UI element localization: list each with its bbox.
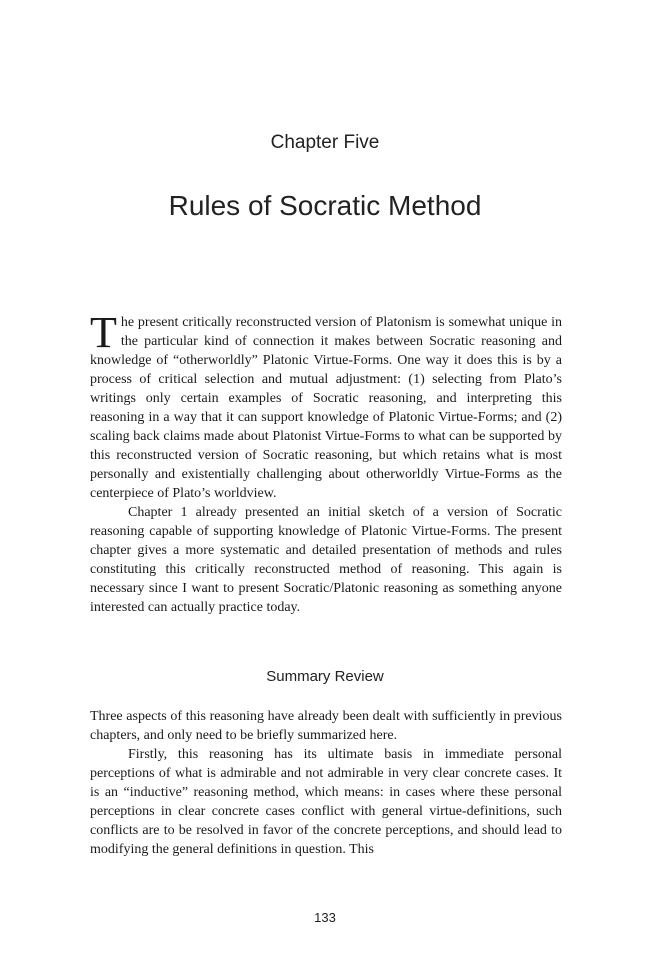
intro-paragraph-1-text: he present critically reconstructed version of Platonism is somewhat unique in the particular kind of connection it makes between Socratic reasoning and knowledge of “otherworldly” Platonic Virtue-Forms. One way it does this is by a process of critical selection and mutual adjustment: (1) selecting from Plato’s writings only certain examples of Socratic reasoning, and interpreting this reasoning in a way that it can support knowledge of Platonic Virtue-Forms; and (2) scaling back claims made about Platonist Virtue-Forms to what can be supported by this reconstructed version of Socratic reasoning, but which retains what is most personally and existentially challenging about otherworldly Virtue-Forms as the centerpiece of Plato’s worldview. — [90, 315, 562, 501]
chapter-label: Chapter Five — [270, 132, 380, 153]
section-text — [90, 707, 562, 859]
section-paragraph-2: Firstly, this reasoning has its ultimate basis in immediate personal perceptions of what is admirable and not admirable in very clear concrete cases. It is an “inductive” reasoning method, which means: in cases where these personal perceptions in clear concrete cases conflict with general virtue-definitions, such conflicts are to be resolved in favor of the concrete perceptions, and should lead to modifying the general definitions in question. This — [90, 747, 562, 857]
intro-paragraph-1 — [90, 308, 562, 503]
chapter-title: Rules of Socratic Method — [168, 190, 482, 221]
drop-cap: T — [90, 308, 117, 357]
page-number: 133 — [314, 910, 336, 925]
section-heading: Summary Review — [266, 668, 384, 685]
intro-paragraph-2: Chapter 1 already presented an initial sketch of a version of Socratic reasoning capable of supporting knowledge of Platonic Virtue-Forms. The present chapter gives a more systematic and detailed presentation of methods and rules constituting this critically reconstructed method of reasoning. This again is necessary since I want to present Socratic/Platonic reasoning as something anyone interested can actually practice today. — [90, 505, 562, 615]
intro-text — [90, 308, 562, 617]
section-paragraph-1: Three aspects of this reasoning have already been dealt with sufficiently in previous chapters, and only need to be briefly summarized here. — [90, 709, 562, 743]
